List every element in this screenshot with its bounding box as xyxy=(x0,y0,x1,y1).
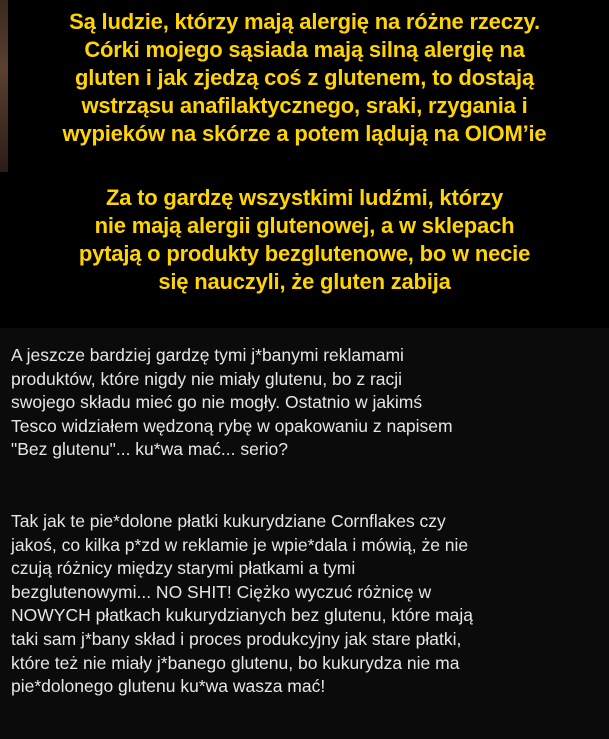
post-paragraph-2: Tak jak te pie*dolone płatki kukurydziane Cornflakes czy jakoś, co kilka p*zd w reklamie je wpie*dala i mówią, że nie czują różnicy między starymi płatkami a tymi bezglutenowymi... NO SHIT! Ciężko wyczuć różnicę w NOWYCH płatkach kukurydzianych bez glutenu, które mają taki sam j*bany skład i proces produkcyjny jak stare płatki, które też nie miały j*banego glutenu, bo kukurydza nie ma pie*dolonego glutenu ku*wa wasza mać! xyxy=(11,511,474,697)
post-screenshot xyxy=(0,328,609,739)
post-paragraph-1: A jeszcze bardziej gardzę tymi j*banymi reklamami produktów, które nigdy nie miały glutenu, bo z racji swojego składu mieć go nie mogły. Ostatnio w jakimś Tesco widziałem wędzoną rybę w opakowaniu z napisem "Bez glutenu"... ku*wa mać... serio? xyxy=(11,345,453,460)
caption-panel xyxy=(0,0,609,328)
caption-first: Są ludzie, którzy mają alergię na różne rzeczy. Córki mojego sąsiada mają silną alergię na gluten i jak zjedzą coś z glutenem, to dostają wstrząsu anafilaktycznego, sraki, rzygania i wypieków na skórze a potem lądują na OIOM’ie xyxy=(62,9,547,146)
caption-second: Za to gardzę wszystkimi ludźmi, którzy nie mają alergii glutenowej, a w sklepach pytają o produkty bezglutenowe, bo w necie się nauczyli, że gluten zabija xyxy=(78,185,531,294)
